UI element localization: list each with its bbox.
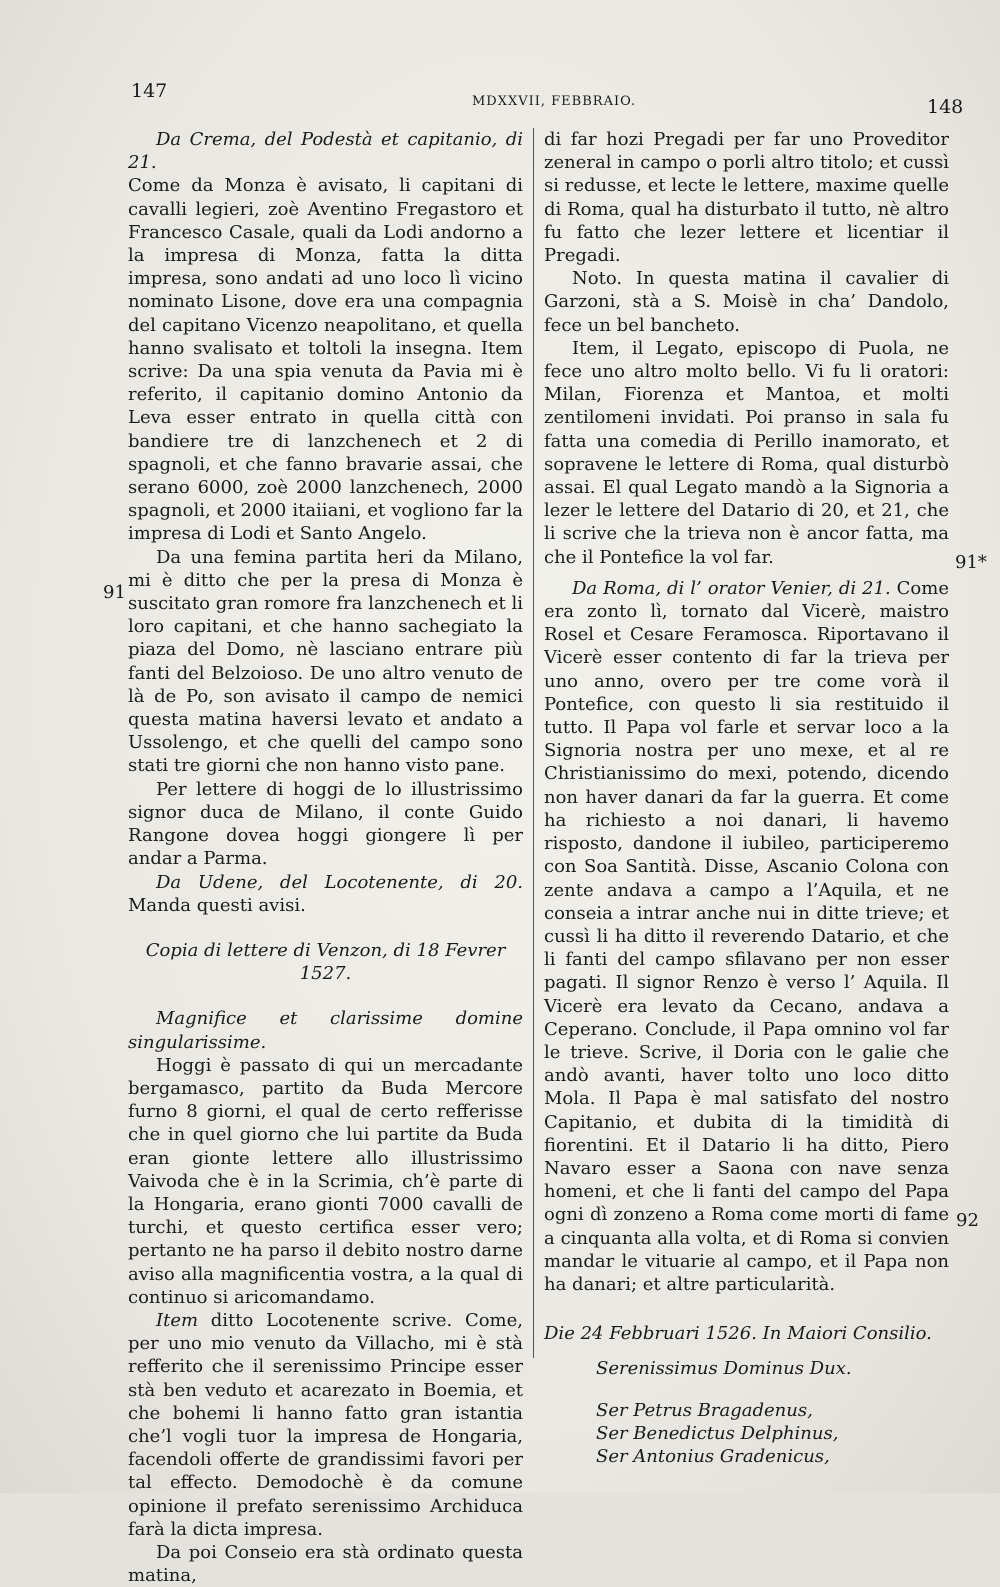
paragraph: Item, il Legato, episcopo di Puola, ne fece uno altro molto bello. Vi fu li oratori: Milan, Fiorenza et Mantoa, et molti zentilomeni invidati. Poi pranso in sala fu fatta una comedia di Perillo inamorato, et sopravene le lettere di Roma, qual disturbò assai. El qual Legato mandò a la Signoria a lezer le lettere del Datario di 20, et 21, che li scrive che la trieva non è ancor fatta, ma che il Pontefice la vol far.	[544, 337, 949, 568]
letter-title: Copia di lettere di Venzon, di 18 Fevrer 1527.	[145, 939, 506, 985]
page-number-right: 148	[927, 96, 964, 118]
paragraph: Per lettere di hoggi de lo illustrissimo signor duca de Milano, il conte Guido Rangone dovea hoggi giongere lì per andar a Parma.	[128, 778, 523, 870]
paragraph-text: ditto Locotenente scrive. Come, per uno mio venuto da Villacho, mi è stà refferito che il serenissimo Principe esser stà ben veduto et acarezato in Boemia, et che bohemi li hanno fatto gran istantia che’l vogli tuor la impresa de Hongaria, facendoli offerte de grandissimi favori per tal effecto. Demodochè è da comune opinione il prefato serenissimo Archiduca farà la dicta impresa.	[128, 1309, 523, 1540]
council-heading: Die 24 Febbruari 1526. In Maiori Consilio.	[544, 1323, 932, 1345]
paragraph: Da una femina partita heri da Milano, mi è ditto che per la presa di Monza è suscitato gran romore fra lanzchenech et li loro capitani, et che hanno sachegiato la piaza del Domo, nè lasciano entrare più fanti del Belzoioso. De uno altro venuto de là de Po, son avisato il campo de nemici questa matina haversi levato et andato a Ussolengo, et che quelli del campo sono stati tre giorni che non hanno visto pane.	[128, 546, 523, 777]
paragraph-item	[128, 1309, 523, 1541]
column-divider	[533, 128, 534, 1358]
council-member: Serenissimus Dominus Dux.	[596, 1358, 852, 1380]
paragraph-text: Manda questi avisi.	[128, 894, 306, 916]
left-column	[128, 128, 523, 1587]
letter-salutation: Magnifice et clarissime domine singularissime.	[128, 1008, 523, 1053]
council-member: Ser Benedictus Delphinus,	[596, 1422, 839, 1444]
council-member: Ser Petrus Bragadenus,	[596, 1399, 813, 1421]
paragraph-text: Come era zonto lì, tornato dal Vicerè, maistro Rosel et Cesare Feramosca. Riportavano il Vicerè esser contento di far la trieva per uno anno, overo per tre come vorà il Pontefice, con questo li sia restituido il tutto. Il Papa vol farle et servar loco a la Signoria nostra per uno mexe, et al re Christianissimo do mexi, potendo, dicendo non haver danari da far la guerra. Et come ha richiesto a noi danari, li havemo risposto, dandone il iubileo, participeremo con Soa Santità. Disse, Ascanio Colona con zente andava a campo a l’Aquila, et ne conseia a intrar anche nui in ditte trieve; et cussì li ha ditto il reverendo Datario, et che li fanti del campo sfilavano per non esser pagati. Il signor Renzo è verso l’ Aquila. Il Vicerè era levato da Cecano, andava a Ceperano. Conclude, il Papa omnino vol far le trieve. Scrive, il Doria con le galie che andò avanti, haver tolto uno loco ditto Mola. Il Papa è mal satisfato del nostro Capitanio, et dubita di la timidità di fiorentini. Et il Datario li ha ditto, Piero Navaro esser a Saona con nave senza homeni, et che li fanti del campo del Papa ogni dì zonzeno a Roma come morti di fame a cinquanta alla volta, et di Roma si convien mandar le vituarie al campo, et il Papa non ha danari; et altre particularità.	[544, 577, 949, 1295]
paragraph: Come da Monza è avisato, li capitani di cavalli legieri, zoè Aventino Fregastoro et Francesco Casale, quali da Lodi andorno a la impresa di Monza, fatta la ditta impresa, sono andati ad uno loco lì vicino nominato Lisone, dove era una compagnia del capitano Vicenzo neapolitano, et quella hanno svalisato et toltoli la insegna. Item scrive: Da una spia venuta da Pavia mi è referito, il capitanio domino Antonio da Leva esser entrato in quella città con bandiere tre di lanzchenech et 2 di spagnoli, et che fanno bravarie assai, che serano 6000, zoè 2000 lanzchenech, 2000 spagnoli, et 2000 itaiiani, et vogliono far la impresa di Lodi et Santo Angelo.	[128, 175, 523, 545]
item-word: Item	[156, 1309, 199, 1331]
paragraph-udene	[128, 871, 523, 917]
right-column	[544, 128, 949, 1468]
paragraph: Hoggi è passato di qui un mercadante bergamasco, partito da Buda Mercore furno 8 giorni, el qual de certo refferisse che in quel giorno che lui partite da Buda eran gionte lettere allo illustrissimo Vaivoda che è in la Scrimia, ch’è parte di la Hongaria, erano gionti 7000 cavalli de turchi, et questo certifica esser vero; pertanto ne ha parso il debito nostro darne aviso alla magnificentia vostra, a la qual di continuo si aricomandamo.	[128, 1054, 523, 1308]
paragraph: di far hozi Pregadi per far uno Proveditor zeneral in campo o porli altro titolo; et cussì si redusse, et lecte le lettere, maxime quelle di Roma, qual ha disturbato il tutto, nè altro fu fatto che lezer lettere et licentiar il Pregadi.	[544, 129, 949, 267]
paragraph: Da poi Conseio era stà ordinato questa matina,	[128, 1541, 523, 1587]
margin-number-91: 91	[103, 582, 126, 603]
council-list	[596, 1357, 949, 1468]
margin-number-92: 92	[956, 1210, 979, 1231]
paragraph-roma	[544, 577, 949, 1296]
dispatch-heading-crema: Da Crema, del Podestà et capitanio, di 21.	[128, 129, 523, 174]
dispatch-heading-roma: Da Roma, di l’ orator Venier, di 21.	[572, 577, 891, 599]
dispatch-heading-udene: Da Udene, del Locotenente, di 20.	[156, 871, 523, 893]
running-header: MDXXVII, FEBBRAIO.	[472, 94, 637, 109]
margin-number-91-star: 91*	[955, 552, 987, 573]
council-member: Ser Antonius Gradenicus,	[596, 1445, 830, 1467]
page-number-left: 147	[131, 80, 168, 102]
paragraph: Noto. In questa matina il cavalier di Garzoni, stà a S. Moisè in cha’ Dandolo, fece un bel bancheto.	[544, 268, 949, 336]
